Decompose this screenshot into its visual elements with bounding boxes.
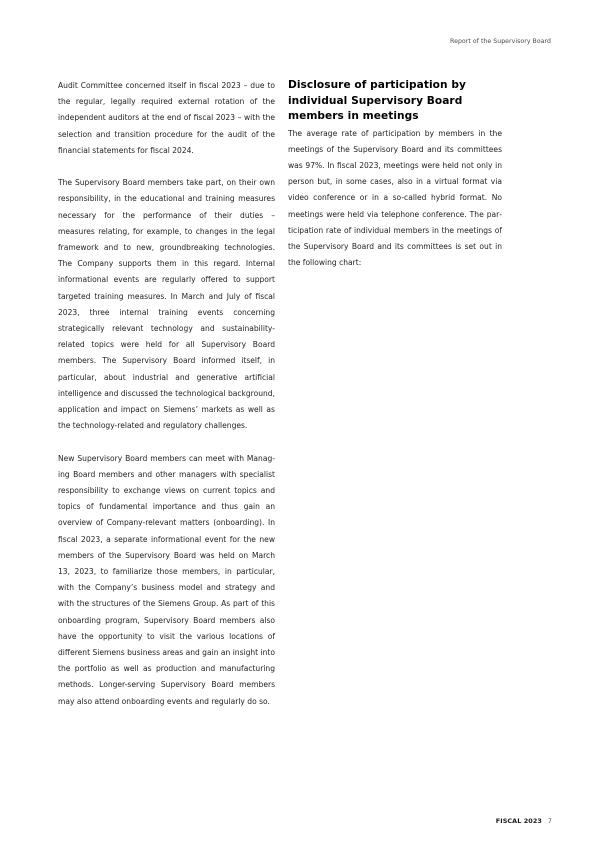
right-column [288, 78, 502, 288]
paragraph-audit-committee: Audit Committee concerned itself in fiscal 2023 – due to the regular, legally required external rotation of the independent auditors at the end of fiscal 2023 – with the selection and transition procedure for the audit of the financial statements for fiscal 2024. [58, 81, 275, 155]
running-header-title: Report of the Supervisory Board [450, 38, 551, 45]
footer-fiscal-label: FISCAL 2023 [495, 817, 542, 825]
left-column [58, 78, 275, 726]
page-number: 7 [547, 817, 552, 825]
section-heading-participation: Disclosure of participation by individual Supervisory Board members in meetings [288, 79, 466, 122]
paragraph-training-measures: The Supervisory Board members take part, on their own responsibility, in the educational and training measures necessary for the performance of their duties – measures relating, for example, to changes in the legal framework and to new, groundbreaking technologies. The Company supports them in this regard. Internal informational events are regularly offered to support targeted training measures. In March and July of fiscal 2023, three internal training events concerning strategically relevant technology and sustainability-related topics were held for all Supervisory Board members. The Supervisory Board informed itself, in particular, about industrial and generative artificial intelligence and discussed the technological background, application and impact on Siemens’ markets as well as the technology-related and regulatory challenges. [58, 178, 275, 431]
paragraph-participation-rate: The average rate of participation by members in the meetings of the Supervisory Board and its committees was 97%. In fiscal 2023, meetings were held not only in person but, in some cases, also in a virtual format via video conference or in a so-called hybrid format. No meetings were held via telephone conference. The participation rate of individual members in the meetings of the Supervisory Board and its committees is set out in the following chart: [288, 128, 502, 268]
page-footer [496, 817, 552, 825]
paragraph-onboarding: New Supervisory Board members can meet with Managing Board members and other managers with specialist responsibility to exchange views on current topics and topics of fundamental importance and thus gain an overview of Company-relevant matters (onboarding). In fiscal 2023, a separate informational event for the new members of the Supervisory Board was held on March 13, 2023, to familiarize those members, in particular, with the Company’s business model and strategy and with the structures of the Siemens Group. As part of this onboarding program, Supervisory Board members also have the opportunity to visit the various locations of different Siemens business areas and gain an insight into the portfolio as well as production and manufacturing methods. Longer-serving Supervisory Board members may also attend onboarding events and regularly do so. [58, 453, 275, 706]
